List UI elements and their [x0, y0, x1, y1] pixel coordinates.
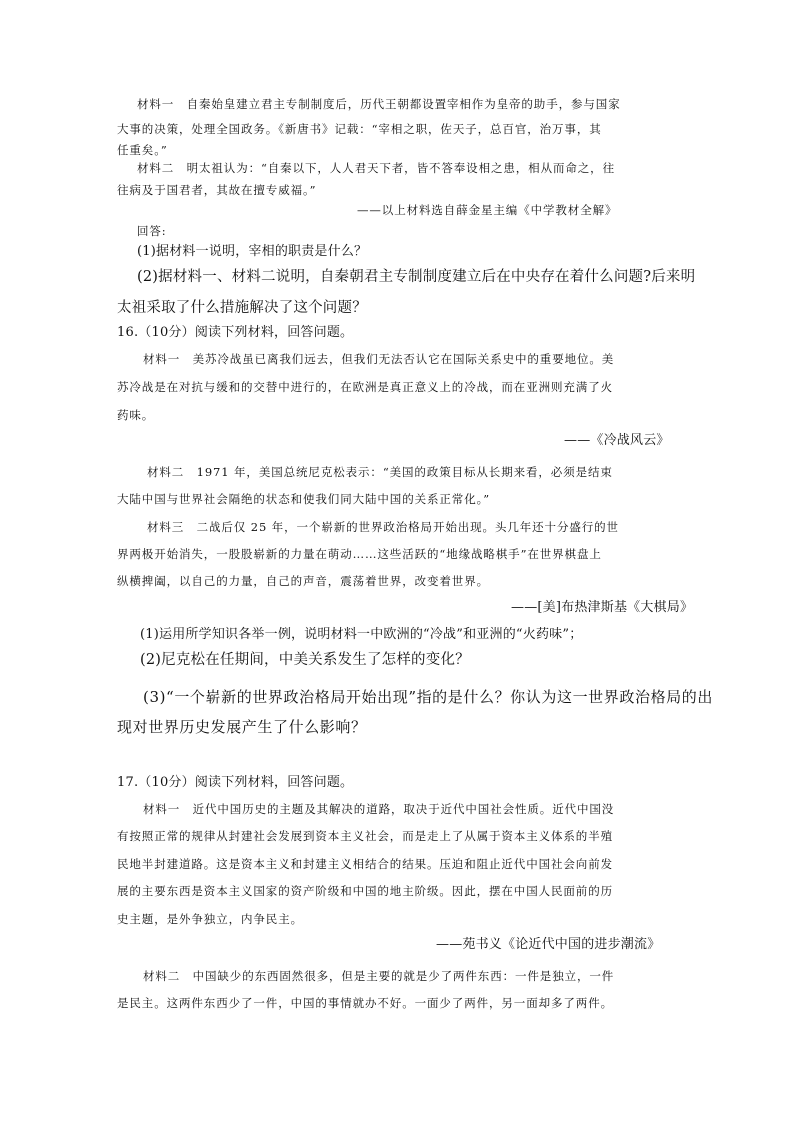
q16-material-3-line-1: 材料三 二战后仅 25 年，一个崭新的世界政治格局开始出现。头几年还十分盛行的世 — [147, 520, 619, 534]
q17-material-1-line-4: 展的主要东西是资本主义国家的资产阶级和中国的地主阶级。因此，摆在中国人民面前的历 — [117, 884, 613, 898]
q15-question-2-line-1: (2)据材料一、材料二说明，自秦朝君主专制制度建立后在中央存在着什么问题?后来明 — [137, 269, 696, 285]
q15-question-2-line-2: 太祖采取了什么措施解决了这个问题？ — [117, 300, 367, 316]
q16-material-1-line-1: 材料一 美苏冷战虽已离我们远去，但我们无法否认它在国际关系史中的重要地位。美 — [143, 352, 615, 366]
q17-material-2-line-1: 材料二 中国缺少的东西固然很多，但是主要的就是少了两件东西：一件是独立，一件 — [143, 969, 615, 983]
q15-source: ——以上材料选自薛金星主编《中学教材全解》 — [357, 203, 618, 217]
q16-material-3-line-3: 纵横捭阖，以自己的力量，自己的声音，震荡着世界，改变着世界。 — [117, 574, 489, 588]
q16-material-1-line-2: 苏冷战是在对抗与缓和的交替中进行的，在欧洲是真正意义上的冷战，而在亚洲则充满了火 — [117, 380, 613, 394]
q16-question-1: (1)运用所学知识各举一例，说明材料一中欧洲的“冷战”和亚洲的“火药味”； — [140, 627, 583, 642]
q15-material-1-line-3: 任重矣。” — [117, 143, 168, 157]
q16-material-3-line-2: 界两极开始消失，一股股崭新的力量在萌动……这些活跃的“地缘战略棋手”在世界棋盘上 — [117, 547, 602, 561]
q16-material-2-line-1: 材料二 1971 年，美国总统尼克松表示：“美国的政策目标从长期来看，必须是结束 — [147, 465, 613, 479]
q16-question-2: (2)尼克松在任期间，中美关系发生了怎样的变化？ — [140, 652, 470, 668]
q17-material-1-source: ——苑书义《论近代中国的进步潮流》 — [436, 937, 661, 952]
q16-material-3-source: ——[美]布热津斯基《大棋局》 — [511, 600, 694, 615]
q15-question-1: (1)据材料一说明，宰相的职责是什么？ — [137, 244, 368, 259]
q17-material-1-line-2: 有按照正常的规律从封建社会发展到资本主义社会，而是走上了从属于资本主义体系的半殖 — [117, 829, 613, 843]
q16-heading: 16.（10分）阅读下列材料，回答问题。 — [117, 325, 354, 340]
q15-answer-label: 回答: — [137, 224, 167, 238]
q16-material-1-line-3: 药味。 — [117, 408, 155, 422]
q17-material-1-line-3: 民地半封建道路。这是资本主义和封建主义相结合的结果。压迫和阻止近代中国社会向前发 — [117, 857, 613, 871]
q16-question-3-line-2: 现对世界历史发展产生了什么影响？ — [117, 718, 367, 736]
q16-material-1-source: ——《冷战风云》 — [564, 433, 670, 448]
q16-material-2-line-2: 大陆中国与世界社会隔绝的状态和使我们同大陆中国的关系正常化。” — [117, 492, 491, 506]
q15-material-1-line-1: 材料一 自秦始皇建立君主专制制度后，历代王朝都设置宰相作为皇帝的助手，参与国家 — [137, 97, 621, 111]
q17-material-1-line-1: 材料一 近代中国历史的主题及其解决的道路，取决于近代中国社会性质。近代中国没 — [143, 802, 615, 816]
q15-material-1-line-2: 大事的决策，处理全国政务。《新唐书》记载：“宰相之职，佐天子，总百官，治万事，其 — [117, 122, 602, 136]
q15-material-2-line-1: 材料二 明太祖认为：“自秦以下，人人君天下者，皆不答奉设相之患，相从而命之，往 — [137, 161, 615, 175]
q17-material-1-line-5: 史主题，是外争独立，内争民主。 — [117, 912, 303, 926]
q16-question-3-line-1: (3)“一个崭新的世界政治格局开始出现”指的是什么？你认为这一世界政治格局的出 — [143, 688, 713, 706]
q15-material-2-line-2: 往病及于国君者，其故在擅专威福。” — [117, 183, 317, 197]
q17-material-2-line-2: 是民主。这两件东西少了一件，中国的事情就办不好。一面少了两件，另一面却多了两件。 — [117, 996, 613, 1010]
q17-heading: 17.（10分）阅读下列材料，回答问题。 — [117, 775, 354, 790]
